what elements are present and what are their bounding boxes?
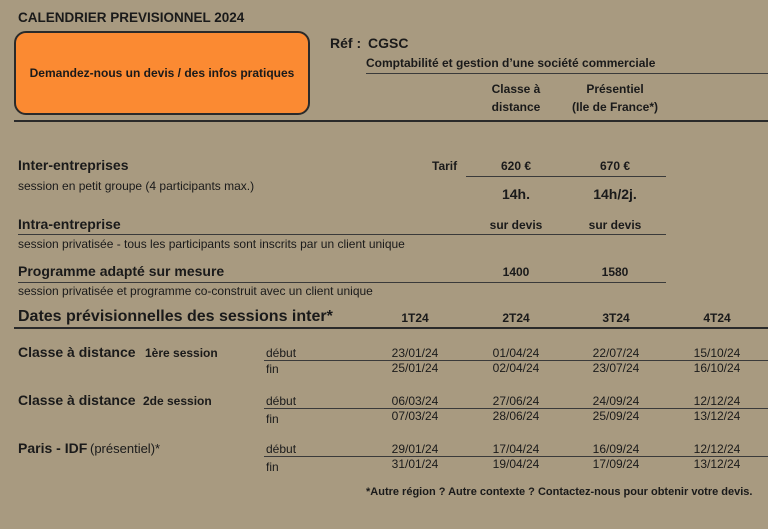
session-2-end-q4: 13/12/24 bbox=[693, 409, 741, 423]
session-2-start-q2: 27/06/24 bbox=[492, 394, 540, 408]
quarter-2: 2T24 bbox=[502, 311, 530, 325]
custom-divider bbox=[18, 282, 666, 283]
session-2-sub: 2de session bbox=[143, 394, 212, 408]
session-3-start-q3: 16/09/24 bbox=[592, 442, 640, 456]
intra-desc: session privatisée - tous les participants sont inscrits par un client unique bbox=[18, 237, 405, 251]
session-3-end-q3: 17/09/24 bbox=[592, 457, 640, 471]
session-2-end-q3: 25/09/24 bbox=[592, 409, 640, 423]
custom-title: Programme adapté sur mesure bbox=[18, 263, 225, 279]
col-distance-l2: distance bbox=[491, 100, 541, 114]
inter-duration-distance: 14h. bbox=[501, 186, 530, 202]
col-presentiel-l2: (Ile de France*) bbox=[571, 100, 659, 114]
session-3-end-q1: 31/01/24 bbox=[391, 457, 439, 471]
dates-divider bbox=[14, 327, 768, 329]
session-1-end-q3: 23/07/24 bbox=[592, 361, 640, 375]
session-3-start-q4: 12/12/24 bbox=[693, 442, 741, 456]
session-1-start-q4: 15/10/24 bbox=[693, 346, 741, 360]
quote-request-button[interactable]: Demandez-nous un devis / des infos pratiques bbox=[14, 31, 310, 115]
dates-title: Dates prévisionnelles des sessions inter* bbox=[18, 308, 333, 325]
quarter-4: 4T24 bbox=[703, 311, 731, 325]
inter-price-presentiel: 670 € bbox=[599, 159, 631, 173]
session-1-end-q1: 25/01/24 bbox=[391, 361, 439, 375]
session-2-end-q1: 07/03/24 bbox=[391, 409, 439, 423]
session-2-start-label: début bbox=[266, 394, 297, 408]
section-divider bbox=[14, 120, 768, 122]
col-distance-l1: Classe à bbox=[491, 82, 541, 96]
footnote: *Autre région ? Autre contexte ? Contactez-nous pour obtenir votre devis. bbox=[366, 486, 753, 498]
session-3-end-q4: 13/12/24 bbox=[693, 457, 741, 471]
session-1-end-q4: 16/10/24 bbox=[693, 361, 741, 375]
session-1-start-q1: 23/01/24 bbox=[391, 346, 439, 360]
session-2-start-q4: 12/12/24 bbox=[693, 394, 741, 408]
inter-price-distance: 620 € bbox=[500, 159, 532, 173]
session-1-start-q2: 01/04/24 bbox=[492, 346, 540, 360]
session-2-end-q2: 28/06/24 bbox=[492, 409, 540, 423]
session-1-end-label: fin bbox=[266, 362, 279, 376]
session-3-start-q2: 17/04/24 bbox=[492, 442, 540, 456]
page-title: CALENDRIER PREVISIONNEL 2024 bbox=[18, 10, 245, 25]
session-1-name: Classe à distance bbox=[18, 344, 136, 360]
session-3-start-q1: 29/01/24 bbox=[391, 442, 439, 456]
session-1-start-label: début bbox=[266, 346, 297, 360]
session-2-start-q1: 06/03/24 bbox=[391, 394, 439, 408]
session-3-start-label: début bbox=[266, 442, 297, 456]
inter-desc: session en petit groupe (4 participants max.) bbox=[18, 179, 255, 193]
session-2-name: Classe à distance bbox=[18, 392, 136, 408]
session-2-start-q3: 24/09/24 bbox=[592, 394, 640, 408]
quarter-1: 1T24 bbox=[401, 311, 429, 325]
inter-title: Inter-entreprises bbox=[18, 157, 129, 173]
custom-price-presentiel: 1580 bbox=[601, 265, 629, 279]
custom-price-distance: 1400 bbox=[502, 265, 530, 279]
ref-code: CGSC bbox=[368, 35, 409, 51]
intra-price-presentiel: sur devis bbox=[588, 218, 642, 232]
header-divider bbox=[366, 73, 768, 74]
intra-price-distance: sur devis bbox=[489, 218, 543, 232]
session-3-end-q2: 19/04/24 bbox=[492, 457, 540, 471]
session-2-end-label: fin bbox=[266, 412, 279, 426]
session-3-end-label: fin bbox=[266, 460, 279, 474]
intra-title: Intra-entreprise bbox=[18, 216, 121, 232]
tarif-label: Tarif bbox=[432, 159, 458, 173]
intra-divider bbox=[18, 234, 666, 235]
inter-duration-presentiel: 14h/2j. bbox=[593, 186, 637, 202]
col-presentiel-l1: Présentiel bbox=[586, 82, 644, 96]
ref-label: Réf : bbox=[330, 35, 362, 51]
custom-desc: session privatisée et programme co-construit avec un client unique bbox=[18, 284, 373, 298]
session-3-name: Paris - IDF bbox=[18, 440, 88, 456]
session-3-sub: (présentiel)* bbox=[90, 441, 161, 456]
quarter-3: 3T24 bbox=[602, 311, 630, 325]
session-1-end-q2: 02/04/24 bbox=[492, 361, 540, 375]
session-1-sub: 1ère session bbox=[145, 346, 218, 360]
session-1-start-q3: 22/07/24 bbox=[592, 346, 640, 360]
course-name: Comptabilité et gestion d’une société commerciale bbox=[366, 56, 656, 70]
inter-price-divider bbox=[466, 176, 666, 177]
